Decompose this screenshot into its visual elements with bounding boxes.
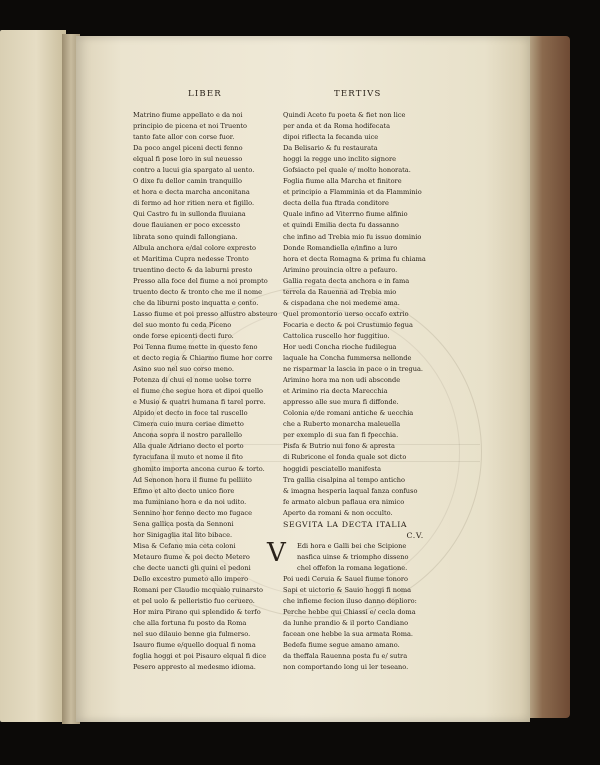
text-line: Sennino hor fenno decto mo fugace — [133, 508, 252, 517]
text-line: di Rubricone el fonda quale sot dicto — [283, 453, 407, 462]
text-line: Arimino prouincia oltre a pefauro. — [283, 265, 398, 274]
text-line: laquale ha Concha fummersa nellonde — [283, 354, 412, 363]
text-line: et decto regia & Chiarmo fiume hor corre — [133, 354, 273, 363]
text-line: che infieme fecion iluso danno deplioro: — [283, 597, 417, 606]
text-line: hoggidi pesciatello manifesta — [283, 464, 382, 473]
text-line: dipoi riflecta la fecanda uice — [283, 133, 379, 142]
text-line: Poi Tenna fiume mette in questo feno — [133, 342, 258, 351]
text-line: & imagna hesperia laqual fanza confuso — [283, 486, 418, 495]
text-line: appresso alle sue mura fi diffonde. — [283, 398, 399, 407]
text-line: el fiume che segue hora et dipoi quello — [133, 387, 264, 396]
text-column-left — [133, 110, 277, 673]
text-line: da lunhe prandio & il porto Candiano — [283, 619, 409, 628]
text-line: truentino decto & da laburni presto — [133, 265, 253, 274]
text-line: hoggi la regge uno inclito signore — [283, 155, 397, 164]
text-line: per exemplo di sua fan fi fpecchia. — [283, 431, 399, 440]
text-line: tanto fate allor con corse fuor. — [133, 133, 235, 142]
chapter-heading — [283, 519, 426, 530]
text-line: & cispadana che noi medeme ama. — [283, 298, 400, 307]
text-line: Misa & Cefano mia ceta coloni — [133, 541, 236, 550]
text-line: Asino suo nel suo corso meno. — [133, 365, 234, 374]
text-line: et Arimino ria decta Marecchia — [283, 387, 388, 396]
text-line: nasfica uinse & triompho disseno — [297, 552, 409, 561]
text-line: et pel uolo & pelleristio fuo ceruero. — [133, 597, 255, 606]
text-line: Bedefa fiume segue amano amano. — [283, 641, 400, 650]
text-line: Da poco angel piceni decti fenno — [133, 144, 243, 153]
text-line: Presso alla foce del fiume a noi prompto — [133, 276, 268, 285]
text-line: Metauro fiume & poi decto Metero — [133, 552, 250, 561]
chapter-heading-text: SEGVITA LA DECTA ITALIA — [283, 519, 408, 529]
text-line: Qui Castro fu in sullonda fluuiana — [133, 210, 246, 219]
text-line: Romani per Claudio mcqualo ruinarsto — [133, 586, 264, 595]
text-line: O dixe fu dellor camin tranquillo — [133, 177, 242, 186]
previous-page-edge — [0, 30, 66, 722]
text-line: et principio a Flamminia et da Flamminio — [283, 188, 422, 197]
text-line: Alpido et decto in foce tal ruscello — [133, 409, 248, 418]
text-line: Albula anchora e/dal colore expresto — [133, 243, 257, 252]
text-line: hor Sinigaglia ital lito bibace. — [133, 530, 233, 539]
text-line: decta della fua ftrada conditore — [283, 199, 389, 208]
text-line: Da Belisario & fu restaurata — [283, 144, 378, 153]
text-line: per anda et da Roma hodifecata — [283, 122, 391, 131]
text-line: Pisfa & Butrio nui fono & apresta — [283, 442, 395, 451]
text-line: nel suo dilauio benne gia fulmerso. — [133, 630, 251, 639]
text-line: facean one hebbe la sua armata Roma. — [283, 630, 413, 639]
text-line: Poi uedi Ceruia & Sauel fiume tonoro — [283, 574, 409, 583]
text-line: che a Ruberto monarcha maleuella — [283, 420, 401, 429]
text-line: fe armato alcbun paflaua era nimico — [283, 497, 405, 506]
running-head-left: LIBER — [188, 89, 222, 99]
chapter-number-row — [283, 530, 426, 541]
drop-cap-initial: V — [267, 537, 286, 568]
text-line: hora et decta Romagna & prima fu chiama — [283, 254, 426, 263]
text-line: Focaria e decto & poi Crustumio fegua — [283, 320, 413, 329]
running-head-right: TERTIVS — [334, 89, 382, 99]
text-line: che decte uancti gli quini el pedoni — [133, 563, 251, 572]
text-line: truento decto & tronto che me il nome — [133, 287, 263, 296]
text-line: elqual fi pose loro in sul neuesso — [133, 155, 243, 164]
text-line: Gofsiacto pel quale e/ molto honorata. — [283, 166, 411, 175]
text-line: Aperto da romani & non occulto. — [283, 508, 393, 517]
text-line: Ad Senonon hora il fiume fu pelliito — [133, 475, 252, 484]
text-line: non comportando long ui ler teseano. — [283, 663, 409, 672]
text-line: chel offefon la romana legatione. — [297, 563, 408, 572]
text-line: Cattolica ruscello hor fuggitiuo. — [283, 331, 390, 340]
text-line: Dello excestro pumeto allo impero — [133, 574, 249, 583]
text-line: ghomito importa ancona curuo & torto. — [133, 464, 265, 473]
text-line: Alla quale Adriano decto el porto — [133, 442, 244, 451]
text-line: ne risparmar la lascia in pace o in tregua. — [283, 365, 424, 374]
text-line: Arimino hora ma non udi absconde — [283, 376, 401, 385]
text-line: fyracufana il muto et nome il fito — [133, 453, 243, 462]
text-line: Gallia regata decta anchora e in fama — [283, 276, 410, 285]
text-line: Hor uedi Concha rioche fudilegua — [283, 342, 397, 351]
text-line: Sapi et uictorio & Sauio hoggi fi noma — [283, 586, 412, 595]
text-line: Sena gallica posta da Sennoni — [133, 519, 234, 528]
text-line: contro a lucui gia spargato al uento. — [133, 166, 255, 175]
text-line: Edi hora e Galli bei che Scipione — [297, 541, 407, 550]
text-line: Pesero appresto al medesmo idioma. — [133, 663, 256, 672]
text-line: Potenza di chui el nome uolse torre — [133, 376, 252, 385]
text-line: Hor mira Pirano qui splendido & terfo — [133, 608, 261, 617]
text-line: Lasso fiume et poi presso allustro absteuro — [133, 309, 278, 318]
text-line: Colonia e/de romani antiche & uecchia — [283, 409, 414, 418]
text-line: Foglia fiume alla Marcha et finitore — [283, 177, 402, 186]
text-line: Quindi Aceto fu poeta & fiet non lice — [283, 111, 406, 119]
text-column-right — [267, 110, 426, 673]
text-line: et Maritima Cupra nedesse Tronto — [133, 254, 249, 263]
text-line: foglia hoggi et poi Pisauro elqual fi dice — [133, 652, 267, 661]
chapter-opening — [267, 537, 426, 674]
text-line: Tra gallia cisalpina al tempo anticho — [283, 475, 405, 484]
chapter-number: C.V. — [406, 530, 424, 540]
text-line: Isauro fiume e/quello doqual fi noma — [133, 641, 256, 650]
text-line: et quindi Emilia decta fu dassanno — [283, 221, 399, 230]
text-line: onde forse epicenti decti furo. — [133, 331, 234, 340]
text-line: Quel promontorio uerso occafo extrio — [283, 309, 409, 318]
text-line: et hora e decta marcha anconitana — [133, 188, 250, 197]
text-line: del suo monto fu ceda Piceno — [133, 320, 232, 329]
text-line: Cimera cuio mura ceriae dimetto — [133, 420, 244, 429]
text-line: Quale infino ad Viterrno fiume alfinio — [283, 210, 408, 219]
text-line: principio de picena et noi Truento — [133, 122, 247, 131]
text-line: che infino ad Trebia mio fu issuo dominio — [283, 232, 422, 241]
text-line: da theffala Rauenna posta fu e/ sutra — [283, 652, 408, 661]
text-line: e Musio & quatri humana fi tarel porre. — [133, 398, 266, 407]
text-line: Ancona sopra il nostro parallello — [133, 431, 243, 440]
text-line: che da liburni posto inquatta e conto. — [133, 298, 259, 307]
text-line: Perche hebbe qui Chiassi e/ cecla doma — [283, 608, 416, 617]
text-line: di fermo ad hor ritien nera et figillo. — [133, 199, 255, 208]
text-line: che alla fortuna fu posto da Roma — [133, 619, 247, 628]
text-line: Donde Romandiella e/infino a luro — [283, 243, 398, 252]
book-fore-edge — [524, 36, 570, 718]
text-line: Matrino fiume appellato e da noi — [133, 111, 243, 119]
text-line: Efimo et alto decto unico fiore — [133, 486, 235, 495]
text-line: terrela da Rauenna ad Trebia mio — [283, 287, 397, 296]
text-line: ma fuminiano hora e da noi udito. — [133, 497, 247, 506]
text-line: doue flauianen er poco excessto — [133, 221, 241, 230]
text-line: librata sono quindi fallongiana. — [133, 232, 238, 241]
